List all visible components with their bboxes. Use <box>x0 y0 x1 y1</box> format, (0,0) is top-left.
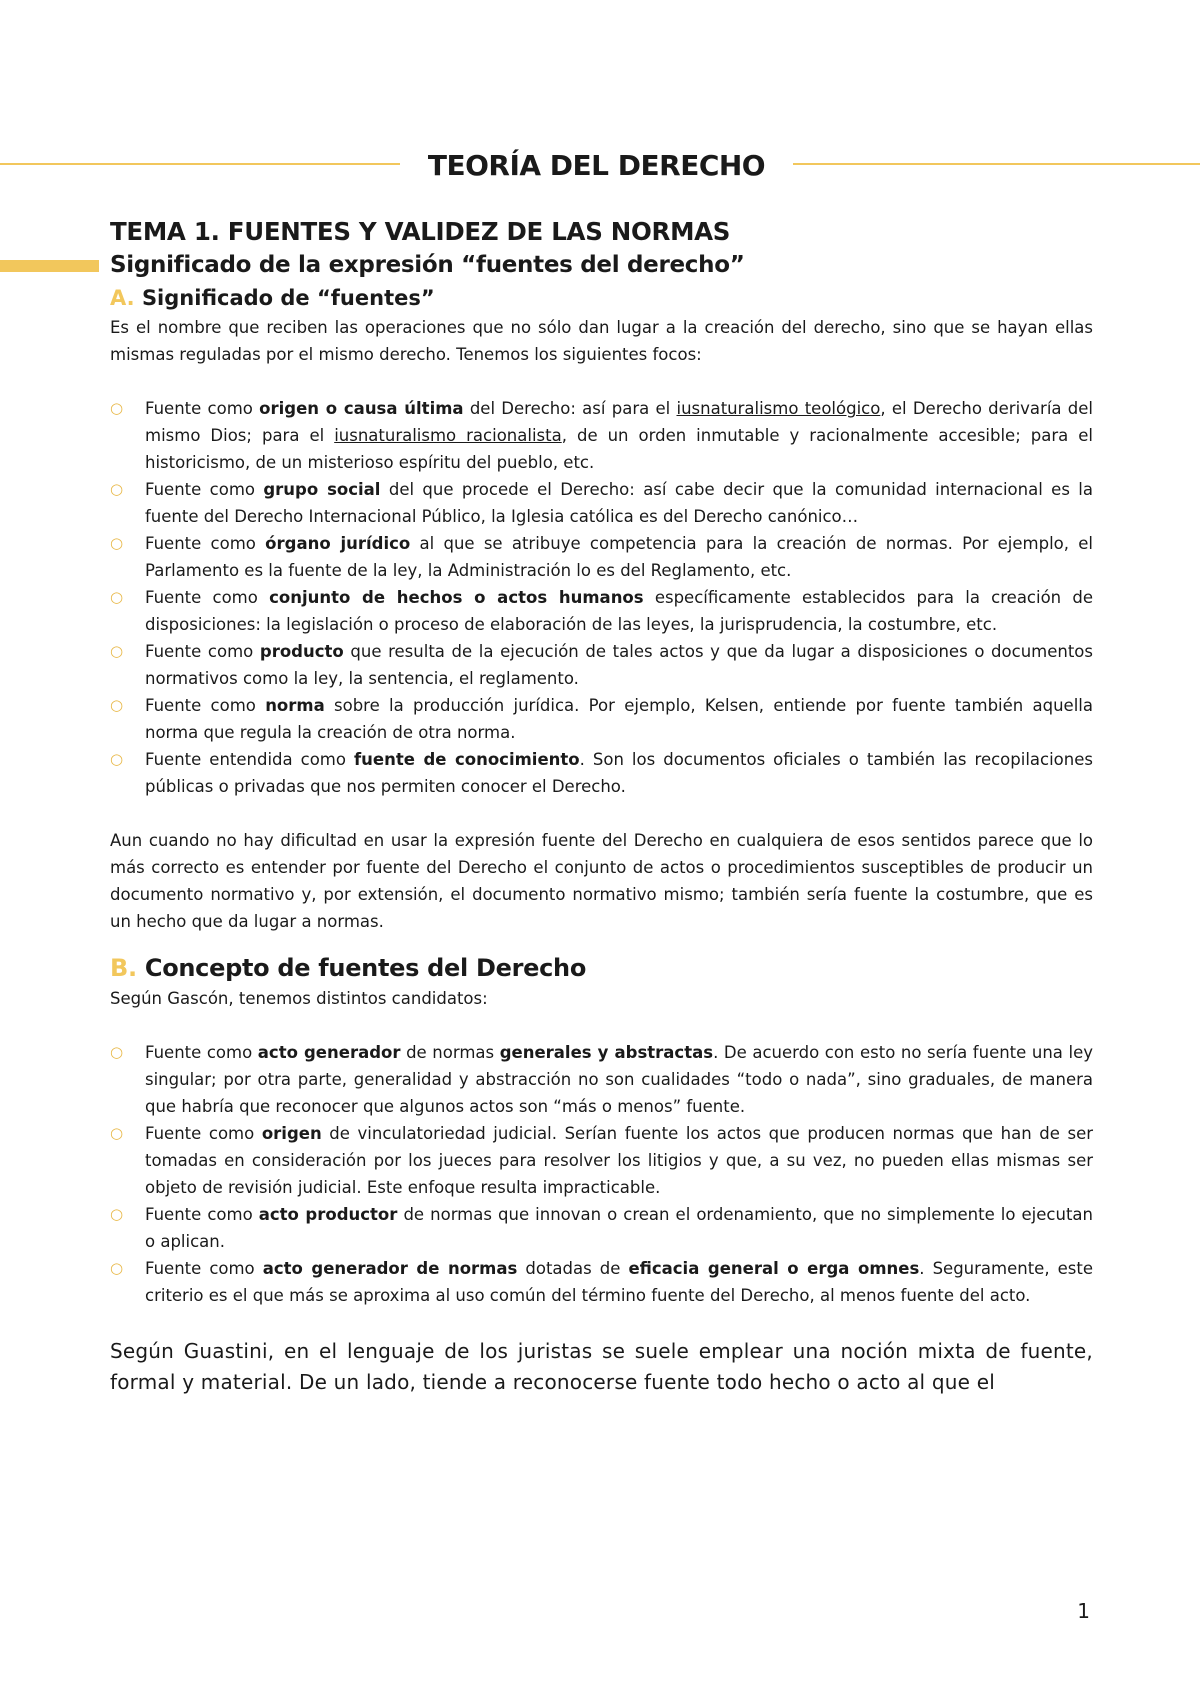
section-b-intro: Según Gascón, tenemos distintos candidatos: <box>110 989 488 1008</box>
list-item: ○ Fuente como grupo social del que procede el Derecho: así cabe decir que la comunidad internacional es la fuente del Derecho Internacional Público, la Iglesia católica es del Derecho canónico… <box>110 476 1093 530</box>
hollow-circle-bullet-icon: ○ <box>110 1043 124 1061</box>
hollow-circle-bullet-icon: ○ <box>110 534 124 552</box>
subtitle-heading: Significado de la expresión “fuentes del derecho” <box>110 252 745 278</box>
list-item: ○ Fuente como acto generador de normas generales y abstractas. De acuerdo con esto no sería fuente una ley singular; por otra parte, generalidad y abstracción no son cualidades “todo o nada”, sino graduales, de manera que habría que reconocer que algunos actos son “más o menos” fuente. <box>110 1039 1093 1120</box>
list-item: ○ Fuente como acto generador de normas dotadas de eficacia general o erga omnes. Seguramente, este criterio es el que más se aproxima al uso común del término fuente del Derecho, al menos fuente del acto. <box>110 1255 1093 1309</box>
section-b-heading <box>110 951 1093 985</box>
document-header <box>0 148 1200 188</box>
list-item: ○ Fuente como norma sobre la producción jurídica. Por ejemplo, Kelsen, entiende por fuente también aquella norma que regula la creación de otra norma. <box>110 692 1093 746</box>
section-b-title: Concepto de fuentes del Derecho <box>144 954 587 982</box>
hollow-circle-bullet-icon: ○ <box>110 399 124 417</box>
section-accent-bar <box>0 260 99 272</box>
header-rule-left <box>0 163 400 165</box>
page-number: 1 <box>1077 1599 1090 1623</box>
hollow-circle-bullet-icon: ○ <box>110 1124 124 1142</box>
hollow-circle-bullet-icon: ○ <box>110 480 124 498</box>
list-item: ○ Fuente como origen de vinculatoriedad judicial. Serían fuente los actos que producen normas que han de ser tomadas en consideración por los jueces para resolver los litigios y que, a su vez, no pueden ellas mismas ser objeto de revisión judicial. Este enfoque resulta impracticable. <box>110 1120 1093 1201</box>
section-a-intro: Es el nombre que reciben las operaciones que no sólo dan lugar a la creación del derecho, sino que se hayan ellas mismas reguladas por el mismo derecho. Tenemos los siguientes focos: <box>110 318 1093 364</box>
hollow-circle-bullet-icon: ○ <box>110 696 124 714</box>
hollow-circle-bullet-icon: ○ <box>110 588 124 606</box>
section-a-title: Significado de “fuentes” <box>141 286 435 310</box>
section-b-list <box>110 1039 1093 1309</box>
section-a-conclusion: Aun cuando no hay dificultad en usar la expresión fuente del Derecho en cualquiera de esos sentidos parece que lo más correcto es entender por fuente del Derecho el conjunto de actos o procedimientos susceptibles de producir un documento normativo y, por extensión, el documento normativo mismo; también sería fuente la costumbre, que es un hecho que da lugar a normas. <box>110 831 1093 931</box>
section-a-heading <box>110 282 1093 314</box>
section-a-letter: A. <box>110 286 135 310</box>
list-item: ○ Fuente como origen o causa última del Derecho: así para el iusnaturalismo teológico, el Derecho derivaría del mismo Dios; para el iusnaturalismo racionalista, de un orden inmutable y racionalmente accesible; para el historicismo, de un misterioso espíritu del pueblo, etc. <box>110 395 1093 476</box>
header-rule-right <box>793 163 1200 165</box>
document-title: TEORÍA DEL DERECHO <box>427 149 766 182</box>
hollow-circle-bullet-icon: ○ <box>110 750 124 768</box>
list-item: ○ Fuente como órgano jurídico al que se atribuye competencia para la creación de normas. Por ejemplo, el Parlamento es la fuente de la ley, la Administración lo es del Reglamento, etc. <box>110 530 1093 584</box>
guastini-paragraph: Según Guastini, en el lenguaje de los juristas se suele emplear una noción mixta de fuente, formal y material. De un lado, tiende a reconocerse fuente todo hecho o acto al que el <box>110 1339 1093 1394</box>
hollow-circle-bullet-icon: ○ <box>110 1205 124 1223</box>
list-item: ○ Fuente como conjunto de hechos o actos humanos específicamente establecidos para la creación de disposiciones: la legislación o proceso de elaboración de las leyes, la jurisprudencia, la costumbre, etc. <box>110 584 1093 638</box>
tema-heading: TEMA 1. FUENTES Y VALIDEZ DE LAS NORMAS <box>110 217 731 246</box>
list-item: ○ Fuente como producto que resulta de la ejecución de tales actos y que da lugar a disposiciones o documentos normativos como la ley, la sentencia, el reglamento. <box>110 638 1093 692</box>
list-item: ○ Fuente entendida como fuente de conocimiento. Son los documentos oficiales o también las recopilaciones públicas o privadas que nos permiten conocer el Derecho. <box>110 746 1093 800</box>
list-item: ○ Fuente como acto productor de normas que innovan o crean el ordenamiento, que no simplemente lo ejecutan o aplican. <box>110 1201 1093 1255</box>
section-a-list <box>110 395 1093 800</box>
section-b-letter: B. <box>110 954 137 982</box>
page-content <box>110 216 1093 1398</box>
hollow-circle-bullet-icon: ○ <box>110 1259 124 1277</box>
hollow-circle-bullet-icon: ○ <box>110 642 124 660</box>
